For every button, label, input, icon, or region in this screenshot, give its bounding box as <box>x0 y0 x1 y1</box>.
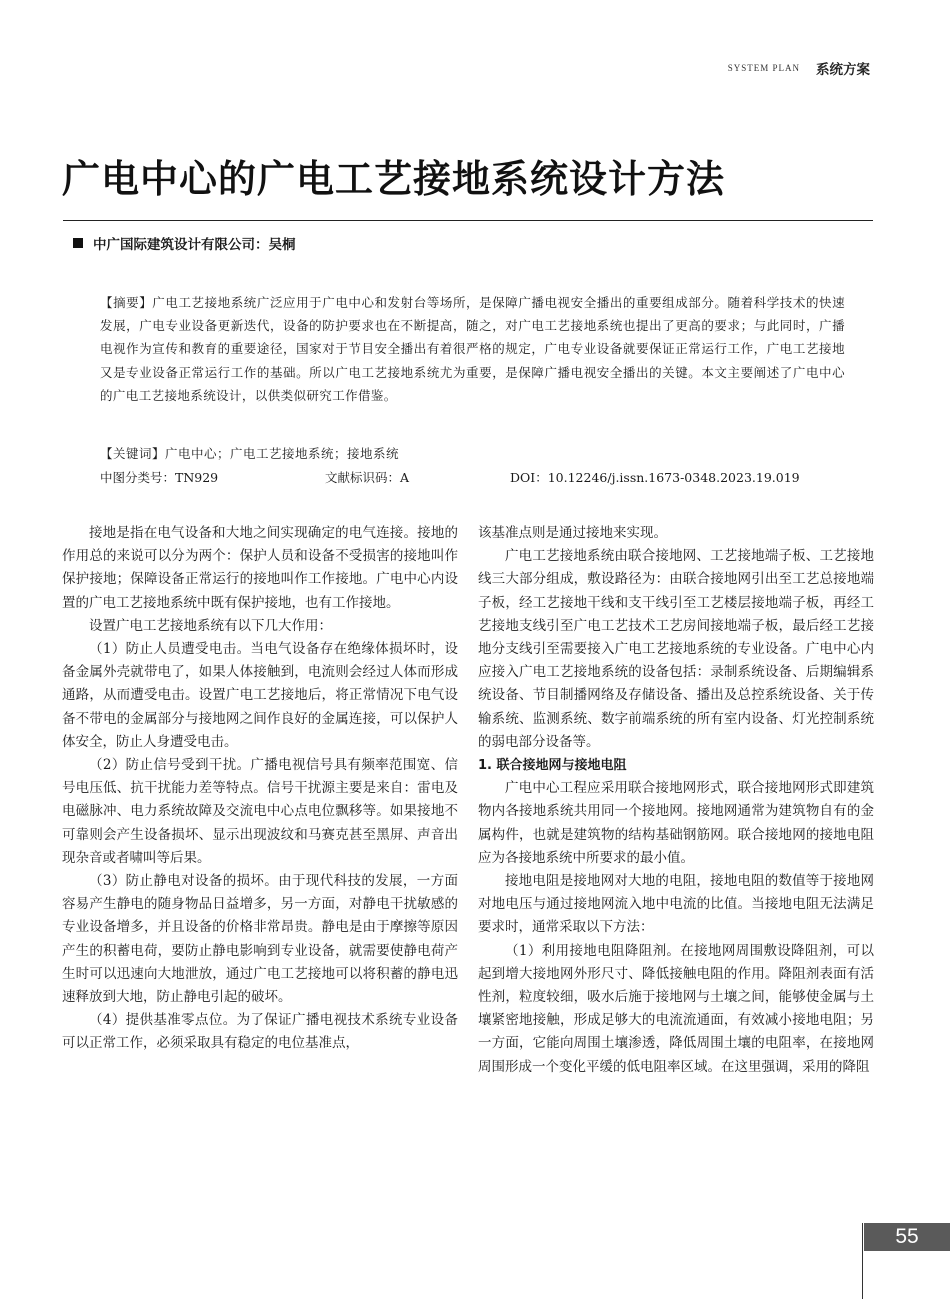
abstract-text: 【摘要】广电工艺接地系统广泛应用于广电中心和发射台等场所，是保障广播电视安全播出的重要组成部分。随着科学技术的快速发展，广电专业设备更新迭代，设备的防护要求也在不断提高，随之，对广电工艺接地系统也提出了更高的要求；与此同时，广播电视作为宣传和教育的重要途径，国家对于节目安全播出有着很严格的规定，广电专业设备就要保证正常运行工作，广电工艺接地又是专业设备正常运行工作的基础。所以广电工艺接地系统尤为重要，是保障广播电视安全播出的关键。本文主要阐述了广电中心的广电工艺接地系统设计，以供类似研究工作借鉴。 <box>100 295 845 403</box>
page-number: 55 <box>895 1225 919 1248</box>
body-column-right <box>478 522 874 1079</box>
paragraph: 广电中心工程应采用联合接地网形式，联合接地网形式即建筑物内各接地系统共用同一个接地网。接地网通常为建筑物自有的金属构件，也就是建筑物的结构基础钢筋网。联合接地网的接地电阻应为各接地系统中所要求的最小值。 <box>478 780 874 866</box>
title-divider <box>63 220 873 221</box>
paragraph: （3）防止静电对设备的损坏。由于现代科技的发展，一方面容易产生静电的随身物品日益增多，另一方面，对静电干扰敏感的专业设备增多，并且设备的价格非常昂贵。静电是由于摩擦等原因产生的积蓄电荷，要防止静电影响到专业设备，就需要使静电荷产生时可以迅速向大地泄放，通过广电工艺接地可以将积蓄的静电迅速释放到大地，防止静电引起的破坏。 <box>62 873 458 1006</box>
clc-number: 中图分类号：TN929 <box>100 470 219 485</box>
page-edge-line <box>862 1223 863 1299</box>
doi: DOI：10.12246/j.issn.1673-0348.2023.19.019 <box>510 470 800 485</box>
section-label-en: SYSTEM PLAN <box>727 63 800 73</box>
author-line <box>73 233 296 253</box>
paragraph: 接地是指在电气设备和大地之间实现确定的电气连接。接地的作用总的来说可以分为两个：保护人员和设备不受损害的接地叫作保护接地；保障设备正常运行的接地叫作工作接地。广电中心内设置的广电工艺接地系统中既有保护接地，也有工作接地。 <box>62 525 458 611</box>
section-label-cn: 系统方案 <box>816 62 870 78</box>
body-column-left <box>62 522 458 1056</box>
paragraph-continued: 该基准点则是通过接地来实现。 <box>478 525 667 541</box>
paragraph: （4）提供基准零点位。为了保证广播电视技术系统专业设备可以正常工作，必须采取具有稳定的电位基准点， <box>62 1012 458 1052</box>
keywords: 【关键词】广电中心；广电工艺接地系统；接地系统 <box>100 446 400 461</box>
square-bullet-icon <box>73 238 83 248</box>
abstract-block <box>100 291 845 407</box>
paragraph: 广电工艺接地系统由联合接地网、工艺接地端子板、工艺接地线三大部分组成，敷设路径为：由联合接地网引出至工艺总接地端子板，经工艺接地干线和支干线引至工艺楼层接地端子板，再经工艺接地支线引至广电工艺技术工艺房间接地端子板，最后经工艺接地分支线引至需要接入广电工艺接地系统的专业设备。广电中心内应接入广电工艺接地系统的设备包括：录制系统设备、后期编辑系统设备、节目制播网络及存储设备、播出及总控系统设备、关于传输系统、监测系统、数字前端系统的所有室内设备、灯光控制系统的弱电部分设备等。 <box>478 548 874 750</box>
paragraph: （1）利用接地电阻降阻剂。在接地网周围敷设降阻剂，可以起到增大接地网外形尺寸、降低接触电阻的作用。降阻剂表面有活性剂，粒度较细，吸水后施于接地网与土壤之间，能够使金属与土壤紧密地接触，形成足够大的电流流通面，有效减小接地电阻；另一方面，它能向周围土壤渗透，降低周围土壤的电阻率，在接地网周围形成一个变化平缓的低电阻率区域。在这里强调，采用的降阻 <box>478 942 874 1075</box>
document-code: 文献标识码：A <box>325 470 410 485</box>
paragraph: （1）防止人员遭受电击。当电气设备存在绝缘体损坏时，设备金属外壳就带电了，如果人体接触到，电流则会经过人体而形成通路，从而遭受电击。设置广电工艺接地后，将正常情况下电气设备不带电的金属部分与接地网之间作良好的金属连接，可以保护人体安全，防止人身遭受电击。 <box>62 641 458 750</box>
article-title: 广电中心的广电工艺接地系统设计方法 <box>62 157 726 201</box>
paragraph: 设置广电工艺接地系统有以下几大作用： <box>89 617 332 634</box>
paragraph: 接地电阻是接地网对大地的电阻，接地电阻的数值等于接地网对地电压与通过接地网流入地中电流的比值。当接地电阻无法满足要求时，通常采取以下方法： <box>478 873 874 936</box>
running-header <box>728 58 870 78</box>
paragraph: （2）防止信号受到干扰。广播电视信号具有频率范围宽、信号电压低、抗干扰能力差等特点。信号干扰源主要是来自：雷电及电磁脉冲、电力系统故障及交流电中心点电位飘移等。如果接地不可靠则会产生设备损坏、显示出现波纹和马赛克甚至黑屏、声音出现杂音或者啸叫等后果。 <box>62 757 458 866</box>
section-heading: 1. 联合接地网与接地电阻 <box>478 758 627 774</box>
author-affiliation: 中广国际建筑设计有限公司：吴桐 <box>93 237 296 253</box>
